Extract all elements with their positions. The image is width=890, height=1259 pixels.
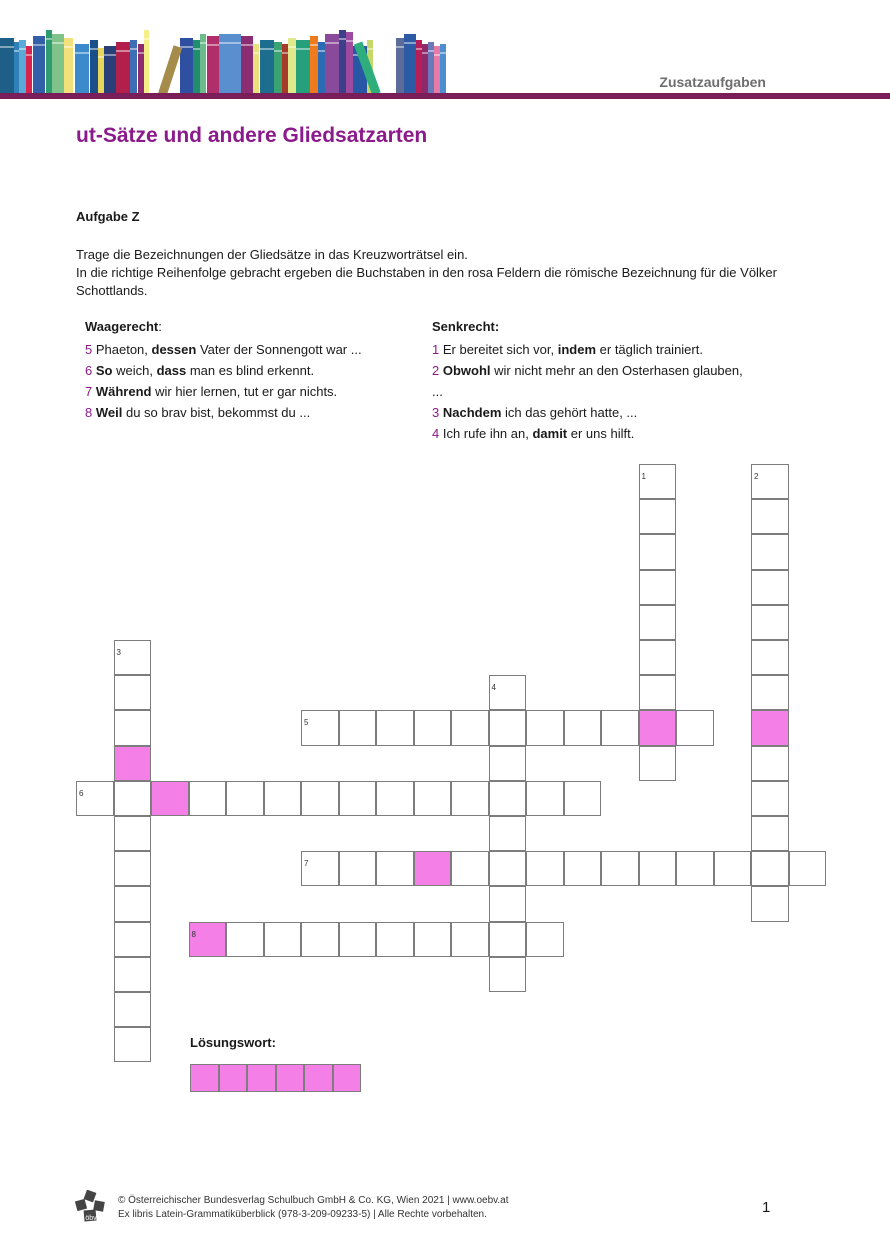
clue-number: 1 <box>432 342 440 357</box>
crossword-cell[interactable] <box>264 781 302 816</box>
crossword-cell[interactable] <box>414 710 452 745</box>
book-spine-band <box>288 46 296 48</box>
crossword-cell[interactable] <box>526 710 564 745</box>
crossword-cell[interactable] <box>564 781 602 816</box>
crossword-cell[interactable] <box>489 957 527 992</box>
crossword-cell[interactable] <box>264 922 302 957</box>
book-spine-band <box>310 44 318 46</box>
crossword-cell[interactable] <box>189 781 227 816</box>
logo-text: öbv <box>85 1215 97 1222</box>
book-spine-band <box>422 52 428 54</box>
clue-conjunction: dass <box>156 363 187 378</box>
crossword-cell[interactable] <box>751 605 789 640</box>
across-clue <box>85 383 337 401</box>
book-spine <box>318 42 325 94</box>
book-spine-band <box>428 50 434 52</box>
book-spine-band <box>207 44 219 46</box>
book-spine-band <box>434 54 440 56</box>
clue-text: ... <box>432 384 443 399</box>
cell-number: 3 <box>116 648 121 657</box>
crossword-cell-highlighted[interactable] <box>414 851 452 886</box>
crossword-cell[interactable] <box>414 781 452 816</box>
clue-number: 8 <box>85 405 93 420</box>
crossword-cell[interactable] <box>601 851 639 886</box>
book-spine-band <box>19 48 26 50</box>
down-clue <box>432 404 637 422</box>
book-spine-band <box>180 46 193 48</box>
book-spine <box>428 42 434 94</box>
clue-text: er täglich trainiert. <box>596 342 703 357</box>
crossword-cell[interactable] <box>76 781 114 816</box>
crossword-cell[interactable] <box>489 675 527 710</box>
crossword-cell[interactable] <box>639 570 677 605</box>
book-spine-band <box>75 52 89 54</box>
clue-conjunction: Nachdem <box>442 405 502 420</box>
section-label: Zusatzaufgaben <box>659 74 766 90</box>
book-spine-band <box>241 44 253 46</box>
crossword-cell[interactable] <box>789 851 827 886</box>
book-spine-band <box>116 50 130 52</box>
crossword-cell[interactable] <box>639 746 677 781</box>
crossword-cell[interactable] <box>301 710 339 745</box>
crossword-cell-highlighted[interactable] <box>151 781 189 816</box>
clue-number: 4 <box>432 426 440 441</box>
down-clue <box>432 425 634 443</box>
clue-number: 2 <box>432 363 440 378</box>
cell-number: 6 <box>79 788 84 798</box>
crossword-cell[interactable] <box>489 886 527 921</box>
crossword-cell[interactable] <box>339 922 377 957</box>
book-spine-band <box>404 42 416 44</box>
task-instruction-2: In die richtige Reihenfolge gebracht ergeben die Buchstaben in den rosa Feldern die römische Bezeichnung für die Völker Schottlands. <box>76 265 777 298</box>
down-clue <box>432 341 703 359</box>
crossword-cell[interactable] <box>376 922 414 957</box>
book-spine-band <box>46 38 52 40</box>
clue-number: 6 <box>85 363 93 378</box>
clue-number: 5 <box>85 342 93 357</box>
clue-conjunction: Obwohl <box>442 363 491 378</box>
book-spine-band <box>260 48 274 50</box>
crossword-cell[interactable] <box>751 675 789 710</box>
crossword-cell[interactable] <box>414 922 452 957</box>
crossword-cell[interactable] <box>114 957 152 992</box>
cell-number: 1 <box>641 472 646 481</box>
crossword-cell[interactable] <box>451 781 489 816</box>
crossword-cell[interactable] <box>751 886 789 921</box>
crossword-cell[interactable] <box>376 781 414 816</box>
book-spine-band <box>325 42 339 44</box>
book-spine-band <box>193 48 200 50</box>
book-spine-band <box>144 38 149 40</box>
across-clue <box>85 341 362 359</box>
header-divider <box>0 93 890 99</box>
cell-number: 8 <box>191 929 196 939</box>
solution-letter-box[interactable] <box>333 1064 362 1092</box>
book-spine-band <box>90 48 98 50</box>
solution-letter-box[interactable] <box>247 1064 276 1092</box>
clue-conjunction: Während <box>95 384 152 399</box>
crossword-cell[interactable] <box>114 886 152 921</box>
crossword-cell[interactable] <box>489 851 527 886</box>
book-spine <box>104 46 116 94</box>
book-spine <box>98 48 104 94</box>
clue-conjunction: dessen <box>151 342 197 357</box>
book-spine <box>282 44 288 94</box>
book-spine-band <box>52 42 64 44</box>
crossword-cell[interactable] <box>676 710 714 745</box>
clue-conjunction: So <box>95 363 113 378</box>
book-spine <box>422 44 428 94</box>
solution-letter-box[interactable] <box>304 1064 333 1092</box>
cell-number: 7 <box>304 859 309 869</box>
book-spine <box>26 46 32 94</box>
book-spine <box>253 44 259 94</box>
crossword-cell[interactable] <box>451 710 489 745</box>
crossword-cell[interactable] <box>301 851 339 886</box>
crossword-cell[interactable] <box>114 675 152 710</box>
publisher-logo-icon <box>74 1190 108 1224</box>
page-title: ut-Sätze und andere Gliedsatzarten <box>76 124 428 147</box>
book-spine-band <box>33 44 45 46</box>
clue-number: 7 <box>85 384 93 399</box>
clue-number: 3 <box>432 405 440 420</box>
crossword-cell[interactable] <box>489 922 527 957</box>
crossword-cell[interactable] <box>339 781 377 816</box>
bookshelf-illustration <box>0 0 460 96</box>
book-spine-band <box>138 52 144 54</box>
clue-conjunction: damit <box>532 426 568 441</box>
book-spine <box>116 42 130 94</box>
crossword-cell[interactable] <box>489 710 527 745</box>
crossword-cell[interactable] <box>301 781 339 816</box>
crossword-cell[interactable] <box>226 781 264 816</box>
cell-number: 5 <box>304 718 309 728</box>
clue-text: er uns hilft. <box>567 426 635 441</box>
crossword-cell[interactable] <box>639 675 677 710</box>
crossword-cell[interactable] <box>751 534 789 569</box>
clue-conjunction: Weil <box>95 405 123 420</box>
crossword-cell-highlighted[interactable] <box>751 710 789 745</box>
crossword-cell[interactable] <box>751 464 789 499</box>
solution-letter-box[interactable] <box>219 1064 248 1092</box>
book-spine-band <box>104 54 116 56</box>
crossword-cell[interactable] <box>639 851 677 886</box>
crossword-cell[interactable] <box>339 851 377 886</box>
book-spine-band <box>339 38 346 40</box>
book-spine-band <box>346 40 353 42</box>
book-spine-band <box>26 54 32 56</box>
book-spine <box>274 42 282 94</box>
crossword-cell[interactable] <box>376 851 414 886</box>
crossword-cell[interactable] <box>639 640 677 675</box>
crossword-cell[interactable] <box>451 922 489 957</box>
crossword-cell[interactable] <box>526 851 564 886</box>
crossword-cell[interactable] <box>114 1027 152 1062</box>
crossword-cell[interactable] <box>751 640 789 675</box>
crossword-cell-highlighted[interactable] <box>639 710 677 745</box>
crossword-cell[interactable] <box>751 816 789 851</box>
footer-rights: Ex libris Latein-Grammatiküberblick (978-3-209-09233-5) | Alle Rechte vorbehalten. <box>118 1209 487 1220</box>
book-spine-band <box>253 52 259 54</box>
crossword-cell[interactable] <box>526 781 564 816</box>
clue-text: Ich rufe ihn an, <box>439 426 533 441</box>
clue-text: wir hier lernen, tut er gar nichts. <box>151 384 338 399</box>
crossword-cell[interactable] <box>451 851 489 886</box>
book-spine-band <box>0 46 14 48</box>
crossword-cell[interactable] <box>639 534 677 569</box>
crossword-cell[interactable] <box>526 922 564 957</box>
book-spine-band <box>219 42 241 44</box>
crossword-cell[interactable] <box>751 746 789 781</box>
crossword-cell[interactable] <box>114 710 152 745</box>
clue-conjunction: indem <box>557 342 597 357</box>
clue-text: Vater der Sonnengott war ... <box>196 342 362 357</box>
clue-text: du so brav bist, bekommst du ... <box>122 405 311 420</box>
book-spine-band <box>282 52 288 54</box>
crossword-cell[interactable] <box>489 781 527 816</box>
solution-letter-box[interactable] <box>276 1064 305 1092</box>
crossword-cell[interactable] <box>714 851 752 886</box>
clue-text: man es blind erkennt. <box>186 363 315 378</box>
book-spine-band <box>64 46 73 48</box>
crossword-cell[interactable] <box>676 851 714 886</box>
crossword-cell[interactable] <box>339 710 377 745</box>
crossword-cell[interactable] <box>114 922 152 957</box>
book-spine-band <box>98 56 104 58</box>
crossword-cell[interactable] <box>601 710 639 745</box>
book-spine-band <box>440 52 446 54</box>
book-spine <box>434 46 440 94</box>
crossword-cell[interactable] <box>751 781 789 816</box>
book-spine-band <box>130 48 137 50</box>
crossword-cell[interactable] <box>639 464 677 499</box>
clue-text: weich, <box>112 363 157 378</box>
solution-label: Lösungswort: <box>190 1035 276 1050</box>
task-instruction-1: Trage die Bezeichnungen der Gliedsätze in das Kreuzworträtsel ein. <box>76 247 468 262</box>
clue-text: wir nicht mehr an den Osterhasen glauben, <box>490 363 743 378</box>
across-heading: Waagerecht: <box>85 319 162 334</box>
across-clue <box>85 362 314 380</box>
book-spine-band <box>318 50 325 52</box>
book-spine-leaning <box>158 45 182 95</box>
down-heading: Senkrecht: <box>432 319 500 334</box>
crossword-cell[interactable] <box>639 499 677 534</box>
clue-text: Phaeton, <box>92 342 152 357</box>
crossword-cell[interactable] <box>301 922 339 957</box>
crossword-cell-highlighted[interactable] <box>114 746 152 781</box>
crossword-cell[interactable] <box>639 605 677 640</box>
crossword-cell[interactable] <box>751 499 789 534</box>
crossword-cell[interactable] <box>489 746 527 781</box>
crossword-cell[interactable] <box>751 570 789 605</box>
crossword-cell[interactable] <box>751 851 789 886</box>
crossword-cell[interactable] <box>114 851 152 886</box>
crossword-cell[interactable] <box>489 816 527 851</box>
book-spine-band <box>396 46 404 48</box>
book-spine <box>138 44 144 94</box>
down-clue <box>432 362 743 380</box>
clue-text: ich das gehört hatte, ... <box>501 405 638 420</box>
book-spine-band <box>416 48 422 50</box>
crossword-cell[interactable] <box>376 710 414 745</box>
page-number: 1 <box>762 1199 771 1216</box>
crossword-cell[interactable] <box>564 710 602 745</box>
across-clue <box>85 404 310 422</box>
book-spine-band <box>296 48 310 50</box>
crossword-cell[interactable] <box>114 992 152 1027</box>
footer-copyright: © Österreichischer Bundesverlag Schulbuch GmbH & Co. KG, Wien 2021 | www.oebv.at <box>118 1195 509 1206</box>
book-spine <box>75 44 89 94</box>
crossword-cell[interactable] <box>114 816 152 851</box>
crossword-cell[interactable] <box>564 851 602 886</box>
book-spine-band <box>367 48 373 50</box>
crossword-cell[interactable] <box>114 640 152 675</box>
book-spine-band <box>200 42 206 44</box>
crossword-cell[interactable] <box>226 922 264 957</box>
clue-text: Er bereitet sich vor, <box>439 342 558 357</box>
cell-number: 4 <box>491 683 496 693</box>
solution-letter-box[interactable] <box>190 1064 219 1092</box>
book-spine-band <box>274 50 282 52</box>
task-heading: Aufgabe Z <box>76 209 140 224</box>
down-clue <box>432 383 443 401</box>
crossword-cell[interactable] <box>114 781 152 816</box>
crossword-cell-highlighted[interactable] <box>189 922 227 957</box>
book-spine <box>14 42 19 94</box>
book-spine-band <box>14 50 19 52</box>
book-spine <box>440 44 446 94</box>
cell-number: 2 <box>754 472 759 481</box>
